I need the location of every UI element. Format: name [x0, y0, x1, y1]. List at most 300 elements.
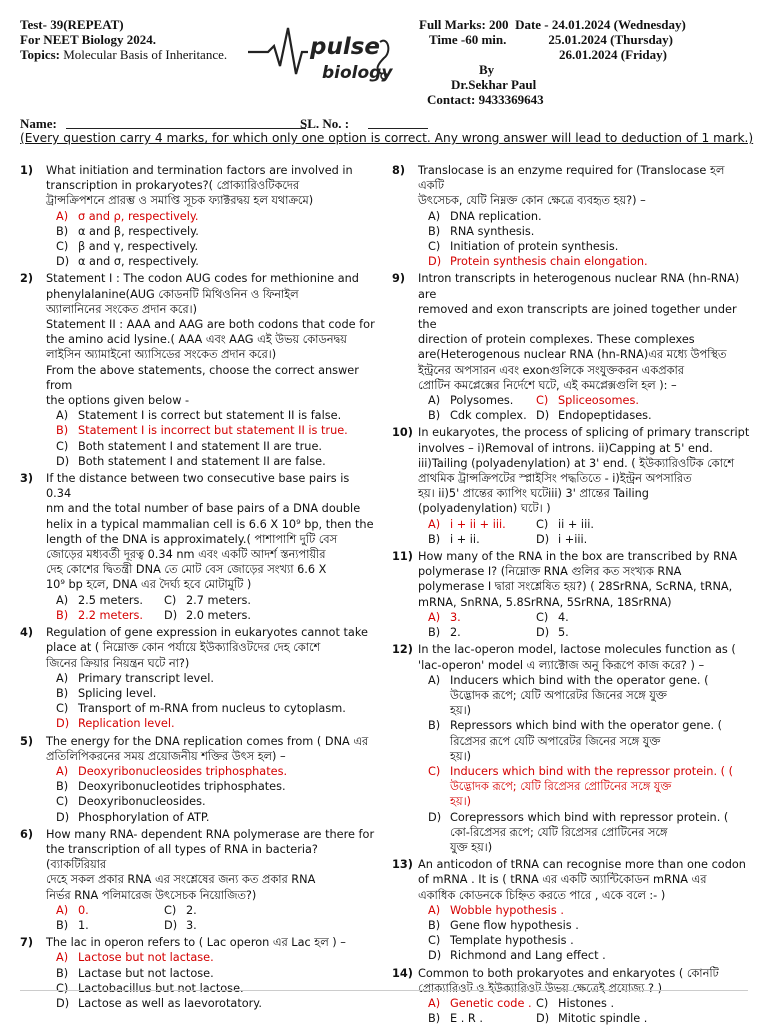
- option-text[interactable]: ii + iii.: [558, 517, 594, 531]
- option-label[interactable]: D): [536, 532, 550, 546]
- option-text: Repressors which bind with the operator gene. (: [450, 719, 723, 733]
- answer-option[interactable]: [428, 239, 750, 254]
- question-text-line: ইন্ট্রনের অপসারন এবং exonগুলিকে সংযুক্তকরন একপ্রকার: [418, 363, 684, 377]
- option-text[interactable]: 2.2 meters.: [78, 608, 144, 622]
- answer-option[interactable]: [56, 209, 376, 224]
- header-right: [419, 17, 686, 107]
- option-label[interactable]: C): [536, 517, 549, 531]
- answer-option-row: [428, 625, 750, 640]
- answer-option-row: [428, 393, 750, 408]
- option-label[interactable]: D): [536, 409, 550, 423]
- answer-option[interactable]: [56, 254, 376, 269]
- question-text-line: How many of the RNA in the box are transcribed by RNA: [418, 550, 738, 564]
- answer-option[interactable]: [428, 764, 750, 779]
- question-text-line: removed and exon transcripts are joined together under the: [418, 302, 737, 332]
- option-label: D): [428, 949, 442, 963]
- answer-option[interactable]: [428, 209, 750, 224]
- question-text: [418, 966, 750, 996]
- test-title: Test- 39(REPEAT): [20, 17, 124, 32]
- answer-option[interactable]: [56, 408, 376, 423]
- option-label[interactable]: A): [56, 903, 69, 917]
- option-text[interactable]: 3.: [186, 918, 197, 932]
- option-text: Deoxyribonucleosides.: [78, 795, 206, 809]
- question-item: [392, 271, 750, 423]
- question-text-line: mRNA, SnRNA, 5.8SrRNA, 5SrRNA, 18SrRNA): [418, 595, 672, 609]
- question-text-line: প্রোটিন কমপ্লেক্সের নির্দেশে ঘটে, এই কমপ্লেক্সগুলি হল ): –: [418, 378, 677, 392]
- answer-option[interactable]: [56, 810, 376, 825]
- option-text: Both statement I and statement II are true.: [78, 439, 323, 453]
- options-list: [56, 903, 376, 933]
- question-item: [20, 163, 376, 269]
- option-label[interactable]: D): [536, 1012, 550, 1026]
- option-label[interactable]: A): [428, 610, 441, 624]
- option-label[interactable]: A): [56, 593, 69, 607]
- answer-option-continuation: [428, 825, 750, 840]
- answer-option-row: [428, 996, 750, 1011]
- answer-option[interactable]: [56, 996, 376, 1011]
- time-limit: Time -60 min.: [429, 32, 507, 47]
- option-label-spacer: [428, 779, 450, 794]
- option-label[interactable]: D): [164, 918, 178, 932]
- option-text: Wobble hypothesis .: [450, 903, 565, 917]
- answer-option[interactable]: [428, 918, 750, 933]
- question-item: [20, 471, 376, 623]
- question-number: 4): [20, 626, 34, 640]
- options-list: [56, 593, 376, 623]
- question-number: 9): [392, 272, 406, 286]
- option-label: D): [56, 810, 70, 824]
- option-text: Gene flow hypothesis .: [450, 918, 579, 932]
- option-text: β and γ, respectively.: [78, 240, 199, 254]
- option-label: A): [428, 673, 441, 687]
- question-text-line: helix in a typical mammalian cell is 6.6 X 10⁹ bp, then the: [46, 517, 374, 531]
- option-label: B): [56, 686, 69, 700]
- option-text: Lactobacillus but not lactose.: [78, 981, 244, 995]
- question-text: [418, 425, 750, 516]
- question-item: [20, 271, 376, 469]
- answer-option[interactable]: [428, 224, 750, 239]
- question-text-line: the options given below -: [46, 394, 190, 408]
- options-list: [428, 517, 750, 547]
- serial-number-label: SL. No. :: [300, 116, 350, 131]
- question-number: 10): [392, 426, 413, 440]
- option-text: Lactose as well as laevorotatory.: [78, 996, 262, 1010]
- question-number: 12): [392, 643, 413, 657]
- question-text-line: Translocase is an enzyme required for (Translocase হল একটি: [418, 164, 725, 193]
- question-text-line: অ্যালানিনের সংকেত প্রদান করে।): [46, 302, 198, 316]
- question-text-line: 'lac-operon' model এ ল্যাক্টোজ অনু কিরূপে কাজ করে? ) –: [418, 658, 705, 672]
- option-text[interactable]: Histones .: [558, 996, 615, 1010]
- option-label: A): [428, 903, 441, 917]
- options-list: [56, 950, 376, 1011]
- question-text-line: একাধিক কোডনকে চিহ্নিত করতে পারে , একে বলে :- ): [418, 888, 666, 902]
- answer-option-continuation: [428, 779, 750, 794]
- option-text: Deoxyribonucleosides triphosphates.: [78, 764, 288, 778]
- option-label: C): [428, 934, 441, 948]
- question-text-line: Regulation of gene expression in eukaryotes cannot take: [46, 626, 368, 640]
- option-label-spacer: [428, 749, 450, 764]
- option-label: D): [56, 454, 70, 468]
- option-label: A): [428, 209, 441, 223]
- answer-option-row: [56, 918, 376, 933]
- answer-option[interactable]: [428, 673, 750, 688]
- option-text[interactable]: 0.: [78, 903, 89, 917]
- date-friday: 26.01.2024 (Friday): [559, 47, 667, 62]
- option-text: RNA synthesis.: [450, 224, 535, 238]
- date-thursday: 25.01.2024 (Thursday): [548, 32, 674, 47]
- answer-option[interactable]: [56, 671, 376, 686]
- question-text-line: iii)Tailing (polyadenylation) at 3' end. ( ইউক্যারিওটিক কোশে: [418, 456, 735, 470]
- question-text-line: হয়। ii)5' প্রান্তের ক্যাপিং ঘটেiii) 3' প্রান্তের Tailing: [418, 487, 649, 501]
- question-text: [46, 271, 376, 408]
- options-list: [56, 671, 376, 732]
- option-label: D): [56, 255, 70, 269]
- option-label: B): [428, 224, 441, 238]
- option-label: C): [56, 795, 69, 809]
- question-item: [392, 642, 750, 855]
- question-text-line: উৎসেচক, যেটি নিম্নক্ত কোন ক্ষেত্রে ব্যবহৃত হয়?) –: [418, 194, 646, 208]
- question-text: [418, 163, 750, 209]
- question-item: [20, 625, 376, 731]
- option-label[interactable]: C): [536, 610, 549, 624]
- options-list: [56, 408, 376, 469]
- option-label-spacer: [428, 688, 450, 703]
- options-list: [56, 764, 376, 825]
- option-text[interactable]: 2.7 meters.: [186, 593, 252, 607]
- question-text-line: Statement I : The codon AUG codes for methionine and: [46, 272, 359, 286]
- option-text[interactable]: Endopeptidases.: [558, 409, 652, 423]
- questions-left-column: [20, 163, 376, 1013]
- option-text: Primary transcript level.: [78, 671, 214, 685]
- question-text: [46, 734, 376, 764]
- question-text-line: place at ( নিম্নোক্ত কোন পর্যায়ে ইউক্যারিওটদের দেহ কোশে: [46, 641, 321, 655]
- option-label: D): [428, 255, 442, 269]
- option-label-spacer: [428, 703, 450, 718]
- question-text-line: দেহ কোশের দ্বিতন্ত্রী DNA তে মোট বেস জোড়ের সংখ্যা 6.6 X: [46, 563, 327, 577]
- option-label: A): [56, 409, 69, 423]
- question-text: [418, 549, 750, 610]
- option-text: Transport of m-RNA from nucleus to cytoplasm.: [78, 702, 346, 716]
- answer-option[interactable]: [428, 718, 750, 733]
- question-text-line: প্রাথমিক ট্রান্সক্রিপটের স্প্লাইসিং পদ্ধতিতে - i)ইন্ট্রন অপসারিত: [418, 472, 692, 486]
- option-text[interactable]: 2.: [186, 903, 197, 917]
- option-text: Lactose but not lactase.: [78, 951, 214, 965]
- option-label-spacer: [428, 734, 450, 749]
- answer-option-continuation: [428, 749, 750, 764]
- question-text-line: If the distance between two consecutive base pairs is 0.34: [46, 472, 350, 501]
- answer-option[interactable]: [56, 966, 376, 981]
- option-text: হয়।): [450, 749, 472, 763]
- question-text: [418, 857, 750, 903]
- option-text: Phosphorylation of ATP.: [78, 810, 210, 824]
- question-number: 8): [392, 164, 406, 177]
- answer-option[interactable]: [56, 950, 376, 965]
- question-text: [46, 471, 376, 593]
- question-text-line: The lac in operon refers to ( Lac operon এর Lac হল ) –: [46, 936, 346, 950]
- option-text[interactable]: Cdk complex.: [450, 409, 527, 423]
- options-list: [428, 903, 750, 964]
- question-text-line: (polyadenylation) ঘটে। ): [418, 502, 551, 516]
- question-text: [46, 625, 376, 671]
- option-text: α and β, respectively.: [78, 224, 199, 238]
- question-text-line: প্রোক্যারিওট ও ইউক্যারিওট উভয় ক্ষেত্রেই প্রযোজ্য ? ): [418, 981, 663, 995]
- option-text: Splicing level.: [78, 686, 157, 700]
- question-text-line: polymerase I? (নিম্নোক্ত RNA গুলির কত সংখ্যক RNA: [418, 565, 682, 579]
- option-text: হয়।): [450, 795, 472, 809]
- question-number: 11): [392, 550, 413, 564]
- option-label[interactable]: B): [428, 626, 441, 640]
- option-label-spacer: [428, 840, 450, 855]
- option-text[interactable]: i + ii.: [450, 532, 480, 546]
- question-text-line: the amino acid lysine.( AAA এবং AAG এই উভয় কোডনদ্বয়: [46, 333, 347, 347]
- marking-instructions: (Every question carry 4 marks, for which only one option is correct. Any wrong answer will lead to deduction of 1 mark.): [20, 131, 754, 145]
- question-number: 7): [20, 936, 34, 950]
- answer-option[interactable]: [56, 981, 376, 996]
- option-text[interactable]: 2.: [450, 626, 461, 640]
- question-text-line: of mRNA . It is ( tRNA এর একটি অ্যান্টিকোডন mRNA এর: [418, 873, 707, 887]
- question-text-line: phenylalanine(AUG কোডনটি মিথিওনিন ও ফিনাইল: [46, 287, 299, 301]
- option-text: কো-রিপ্রেসর রূপে; যেটি রিপ্রেসর প্রোটিনের সঙ্গে: [450, 825, 668, 839]
- option-label[interactable]: A): [428, 517, 441, 531]
- question-item: [392, 966, 750, 1027]
- question-text-line: দেহে সকল প্রকার RNA এর সংশ্লেষের জন্য কত প্রকার RNA: [46, 873, 316, 887]
- answer-option[interactable]: [56, 224, 376, 239]
- option-text[interactable]: Spliceosomes.: [558, 394, 639, 408]
- option-label: C): [428, 764, 441, 778]
- pulse-biology-logo: [246, 22, 396, 88]
- answer-option[interactable]: [56, 423, 376, 438]
- answer-option[interactable]: [56, 794, 376, 809]
- answer-option-continuation: [428, 688, 750, 703]
- by-label: By: [479, 62, 495, 77]
- name-label: Name:: [20, 116, 57, 131]
- option-label[interactable]: D): [164, 608, 178, 622]
- question-number: 14): [392, 966, 413, 980]
- question-text: [418, 642, 750, 672]
- option-label: A): [56, 951, 69, 965]
- option-label: A): [56, 764, 69, 778]
- option-text: উদ্ভোদক রূপে; যেটি রিপ্রেসর প্রোটিনের সঙ্গে যুক্ত: [450, 780, 672, 794]
- full-marks: Full Marks: 200: [419, 17, 509, 32]
- options-list: [56, 209, 376, 270]
- option-text[interactable]: 3.: [450, 610, 461, 624]
- question-item: [392, 549, 750, 640]
- option-text: Corepressors which bind with repressor protein. (: [450, 810, 729, 824]
- question-text-line: An anticodon of tRNA can recognise more than one codon: [418, 858, 746, 872]
- options-list: [428, 209, 750, 270]
- option-text: উদ্ভোদক রূপে; যেটি অপারেটর জিনের সঙ্গে যুক্ত: [450, 688, 667, 702]
- option-label: C): [56, 981, 69, 995]
- option-text[interactable]: Polysomes.: [450, 394, 514, 408]
- option-label[interactable]: B): [428, 409, 441, 423]
- answer-option-continuation: [428, 794, 750, 809]
- question-text-line: involves – i)Removal of introns. ii)Capping at 5' end.: [418, 441, 713, 455]
- answer-option[interactable]: [56, 239, 376, 254]
- question-item: [392, 163, 750, 269]
- option-text: σ and ρ, respectively.: [78, 209, 199, 223]
- answer-option[interactable]: [56, 764, 376, 779]
- question-number: 6): [20, 827, 34, 841]
- option-text[interactable]: Mitotic spindle .: [558, 1012, 648, 1026]
- option-label: C): [56, 702, 69, 716]
- questions-right-column: [392, 163, 750, 1028]
- answer-option[interactable]: [428, 933, 750, 948]
- option-text: Statement I is incorrect but statement II is true.: [78, 424, 348, 438]
- option-text: রিপ্রেসর রূপে যেটি অপারেটর জিনের সঙ্গে যুক্ত: [450, 734, 661, 748]
- question-text-line: the transcription of all types of RNA in bacteria?(ব্যাকটিরিয়ার: [46, 842, 318, 872]
- option-text: α and σ, respectively.: [78, 255, 199, 269]
- question-text-line: In the lac-operon model, lactose molecules function as (: [418, 643, 736, 657]
- option-label: D): [56, 996, 70, 1010]
- answer-option[interactable]: [56, 779, 376, 794]
- answer-option-row: [428, 610, 750, 625]
- option-label[interactable]: D): [536, 626, 550, 640]
- question-item: [20, 827, 376, 933]
- option-text: Richmond and Lang effect .: [450, 949, 606, 963]
- question-text-line: How many RNA- dependent RNA polymerase are there for: [46, 827, 375, 841]
- answer-option[interactable]: [428, 903, 750, 918]
- option-label: A): [56, 671, 69, 685]
- option-label[interactable]: C): [164, 903, 177, 917]
- option-text[interactable]: 2.0 meters.: [186, 608, 252, 622]
- option-label: B): [56, 424, 69, 438]
- answer-option-row: [56, 608, 376, 623]
- exam-target: For NEET Biology 2024.: [20, 32, 157, 47]
- option-label[interactable]: A): [428, 394, 441, 408]
- option-label: C): [56, 439, 69, 453]
- option-label[interactable]: B): [428, 532, 441, 546]
- question-text-line: 10⁹ bp হলে, DNA এর দৈর্ঘ্য হবে মোটামুটি ): [46, 578, 252, 592]
- option-label: B): [56, 224, 69, 238]
- options-list: [428, 673, 750, 855]
- options-list: [428, 996, 750, 1026]
- question-text-line: জোড়ের মধ্যবর্তী দূরত্ব 0.34 nm এবং একটি আদর্শ স্তন্যপায়ীর: [46, 548, 326, 562]
- option-text[interactable]: 1.: [78, 918, 89, 932]
- option-label: B): [428, 918, 441, 932]
- answer-option-continuation: [428, 703, 750, 718]
- question-text-line: nm and the total number of base pairs of a DNA double: [46, 502, 361, 516]
- option-text: Deoxyribonucleotides triphosphates.: [78, 780, 286, 794]
- option-text: Replication level.: [78, 717, 175, 731]
- question-text-line: Statement II : AAA and AAG are both codons that code for: [46, 318, 375, 332]
- question-text-line: From the above statements, choose the correct answer from: [46, 363, 359, 392]
- answer-option-row: [56, 593, 376, 608]
- option-text[interactable]: Genetic code .: [450, 996, 532, 1010]
- option-label: C): [428, 240, 441, 254]
- question-text-line: প্রতিলিপিকরনের সময় প্রয়োজনীয় শক্তির উৎস হল) –: [46, 749, 286, 763]
- question-text-line: The energy for the DNA replication comes from ( DNA এর: [46, 734, 369, 748]
- option-text: Statement I is correct but statement II is false.: [78, 409, 342, 423]
- option-label: B): [428, 719, 441, 733]
- option-label[interactable]: B): [56, 608, 69, 622]
- option-text: Inducers which bind with the repressor protein. ( (: [450, 764, 734, 778]
- option-label[interactable]: B): [428, 1012, 441, 1026]
- option-text: Initiation of protein synthesis.: [450, 240, 619, 254]
- question-text-line: জিনের ক্রিয়ার নিয়ন্ত্রন ঘটে না?): [46, 656, 190, 670]
- question-number: 2): [20, 272, 34, 286]
- option-label-spacer: [428, 794, 450, 809]
- option-text[interactable]: 2.5 meters.: [78, 593, 144, 607]
- logo-pulse-text: pulse: [310, 34, 381, 60]
- serial-number-field-line[interactable]: [368, 128, 428, 129]
- answer-option[interactable]: [428, 948, 750, 963]
- date-wednesday: Date - 24.01.2024 (Wednesday): [515, 17, 686, 32]
- option-text: Inducers which bind with the operator gene. (: [450, 673, 709, 687]
- topics-label: Topics:: [20, 47, 60, 62]
- option-label[interactable]: B): [56, 918, 69, 932]
- teacher-name: Dr.Sekhar Paul: [451, 77, 537, 92]
- option-label: B): [56, 780, 69, 794]
- answer-option[interactable]: [56, 454, 376, 469]
- question-text-line: Intron transcripts in heterogenous nuclear RNA (hn-RNA) are: [418, 272, 740, 301]
- answer-option[interactable]: [56, 716, 376, 731]
- option-text[interactable]: 5.: [558, 626, 569, 640]
- option-text: Template hypothesis .: [450, 934, 574, 948]
- option-label: C): [56, 240, 69, 254]
- option-label[interactable]: C): [164, 593, 177, 607]
- question-text-line: লাইসিন অ্যামাইনো অ্যাসিডের সংকেত প্রদান করে।): [46, 348, 277, 362]
- answer-option[interactable]: [428, 254, 750, 269]
- footer-divider: [20, 990, 748, 991]
- option-label[interactable]: C): [536, 394, 549, 408]
- answer-option-row: [428, 408, 750, 423]
- option-text[interactable]: i +iii.: [558, 532, 588, 546]
- answer-option-row: [428, 1011, 750, 1026]
- question-number: 3): [20, 472, 34, 486]
- answer-option[interactable]: [56, 701, 376, 716]
- answer-option-continuation: [428, 734, 750, 749]
- worksheet-header: [0, 0, 768, 107]
- question-text-line: নির্ভর RNA পলিমারেজ উৎসেচক নিয়োজিত?): [46, 888, 257, 902]
- option-text: যুক্ত হয়।): [450, 840, 493, 854]
- option-label: D): [428, 810, 442, 824]
- question-text-line: direction of protein complexes. These complexes: [418, 333, 695, 347]
- question-text-line: transcription in prokaryotes?( প্রোক্যারিওটিকদের: [46, 179, 300, 193]
- option-text[interactable]: i + ii + iii.: [450, 517, 506, 531]
- question-number: 1): [20, 164, 34, 177]
- option-text[interactable]: E . R .: [450, 1012, 483, 1026]
- question-item: [20, 935, 376, 1011]
- answer-option[interactable]: [56, 439, 376, 454]
- options-list: [428, 393, 750, 423]
- option-text: হয়।): [450, 704, 472, 718]
- contact-number: Contact: 9433369643: [427, 92, 544, 107]
- answer-option[interactable]: [428, 810, 750, 825]
- question-item: [392, 425, 750, 547]
- option-label-spacer: [428, 825, 450, 840]
- question-text: [46, 827, 376, 903]
- option-label[interactable]: C): [536, 996, 549, 1010]
- question-text-line: ট্রান্সক্রিপশনে প্রারম্ভ ও সমাপ্তি সূচক ফ্যাক্টরদ্বয় হল যথাক্রমে): [46, 194, 314, 208]
- name-field-line[interactable]: [66, 128, 306, 129]
- topics-value: Molecular Basis of Inheritance.: [63, 47, 228, 62]
- question-text: [46, 163, 376, 209]
- option-text[interactable]: 4.: [558, 610, 569, 624]
- answer-option-row: [428, 532, 750, 547]
- option-label[interactable]: A): [428, 996, 441, 1010]
- question-text-line: What initiation and termination factors are involved in: [46, 164, 353, 177]
- question-text: [46, 935, 376, 950]
- option-label: D): [56, 717, 70, 731]
- question-text: [418, 271, 750, 393]
- question-text-line: polymerase I দ্বারা সংশ্লেষিত হয়?) ( 28SrRNA, ScRNA, tRNA,: [418, 580, 733, 594]
- answer-option[interactable]: [56, 686, 376, 701]
- question-text-line: In eukaryotes, the process of splicing of primary transcript: [418, 426, 750, 440]
- header-left: [20, 17, 227, 62]
- option-label: A): [56, 209, 69, 223]
- question-item: [20, 734, 376, 825]
- answer-option-continuation: [428, 840, 750, 855]
